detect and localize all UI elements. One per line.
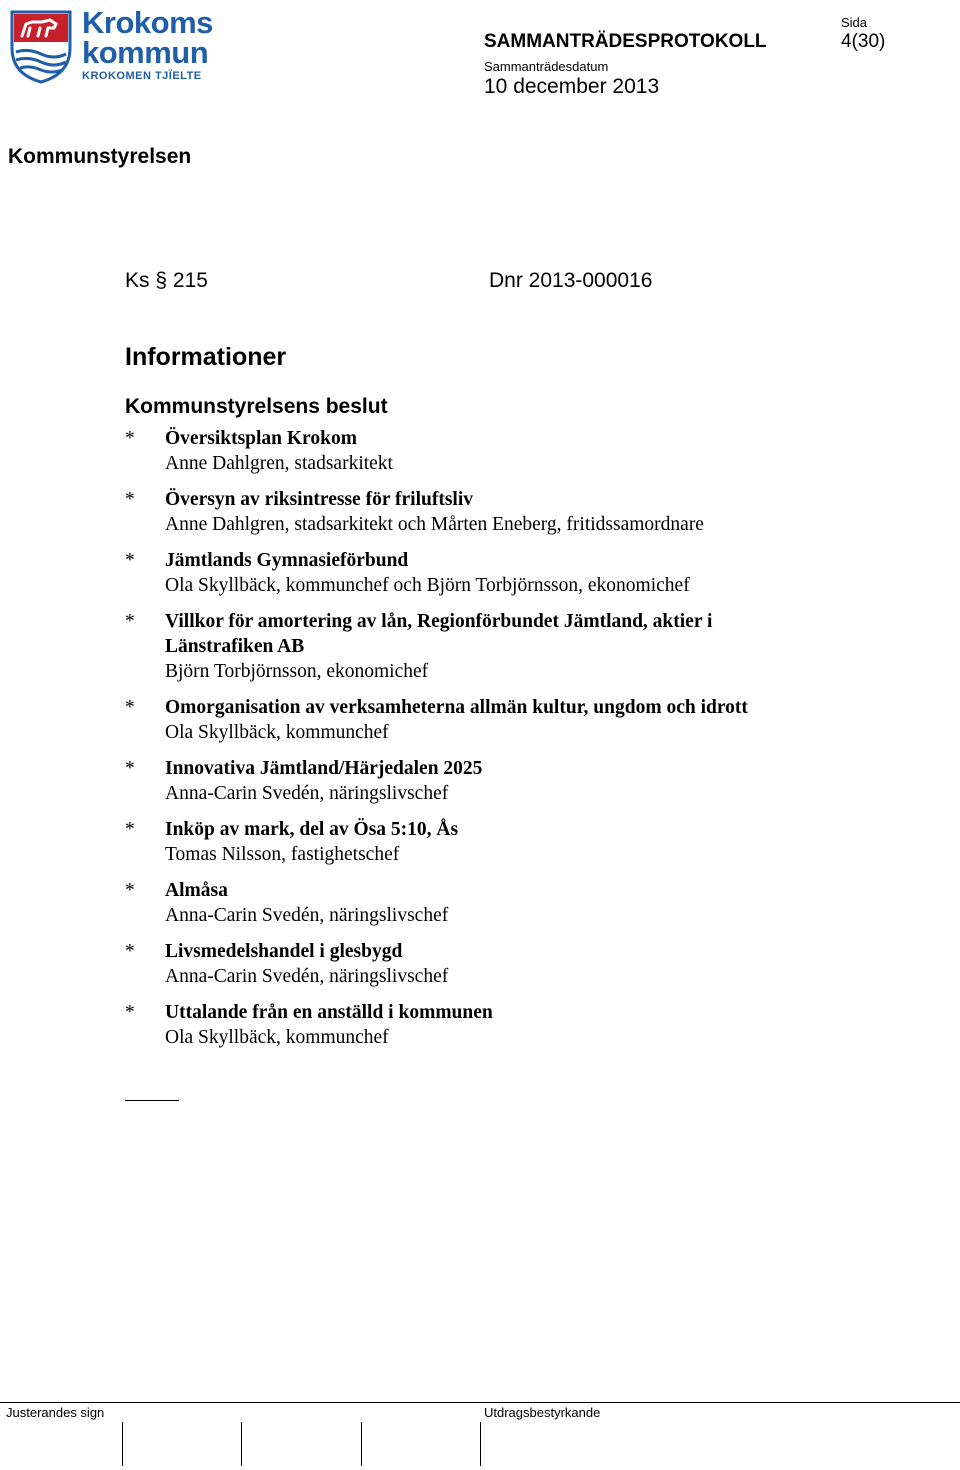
item-presenter: Ola Skyllbäck, kommunchef: [165, 1027, 389, 1048]
organization-name: Kommunstyrelsen: [8, 145, 192, 168]
list-item: [125, 756, 825, 806]
signature-box-divider: [122, 1422, 123, 1466]
list-item: [125, 548, 825, 598]
bullet: *: [125, 819, 135, 840]
bullet: *: [125, 611, 135, 632]
item-presenter: Anna-Carin Svedén, näringslivschef: [165, 905, 449, 926]
section-heading: Informationer: [125, 343, 287, 371]
item-presenter: Anna-Carin Svedén, näringslivschef: [165, 966, 449, 987]
list-item: [125, 939, 825, 989]
page-number: 4(30): [841, 31, 886, 52]
ks-number: 215: [172, 269, 208, 292]
bullet: *: [125, 880, 135, 901]
item-title: Villkor för amortering av lån, Regionförbundet Jämtland, aktier i Länstrafiken AB: [165, 611, 713, 657]
decision-heading: Kommunstyrelsens beslut: [125, 395, 388, 418]
section-sign: §: [155, 269, 168, 292]
meeting-date-label: Sammanträdesdatum: [484, 59, 609, 74]
item-title: Inköp av mark, del av Ösa 5:10, Ås: [165, 819, 459, 840]
item-title: Innovativa Jämtland/Härjedalen 2025: [165, 758, 483, 779]
page-label: Sida: [841, 15, 868, 30]
signature-box-divider: [480, 1422, 481, 1466]
item-title: Almåsa: [165, 880, 228, 901]
item-presenter: Anne Dahlgren, stadsarkitekt och Mårten Eneberg, fritidssamordnare: [165, 514, 704, 535]
list-item: [125, 1000, 825, 1050]
item-title: Omorganisation av verksamheterna allmän kultur, ungdom och idrott: [165, 697, 748, 718]
item-presenter: Anna-Carin Svedén, näringslivschef: [165, 783, 449, 804]
bullet: *: [125, 489, 135, 510]
item-presenter: Ola Skyllbäck, kommunchef: [165, 722, 389, 743]
list-item: [125, 817, 825, 867]
bullet: *: [125, 550, 135, 571]
bullet: *: [125, 941, 135, 962]
bullet: *: [125, 758, 135, 779]
item-title: Jämtlands Gymnasieförbund: [165, 550, 409, 571]
logo-line-3: KROKOMEN TJÏELTE: [82, 70, 202, 82]
logo-line-1: Krokoms: [82, 5, 213, 40]
bullet: *: [125, 1002, 135, 1023]
coat-of-arms-icon: [8, 8, 74, 84]
end-rule: [125, 1100, 179, 1101]
item-presenter: Ola Skyllbäck, kommunchef och Björn Torbjörnsson, ekonomichef: [165, 575, 690, 596]
list-item: [125, 609, 825, 684]
extract-certification-label: Utdragsbestyrkande: [484, 1405, 601, 1420]
list-item: [125, 487, 825, 537]
document-type-title: SAMMANTRÄDESPROTOKOLL: [484, 31, 767, 52]
bullet: *: [125, 697, 135, 718]
signature-box-divider: [361, 1422, 362, 1466]
information-list: [125, 426, 825, 1050]
item-presenter: Tomas Nilsson, fastighetschef: [165, 844, 400, 865]
item-title: Livsmedelshandel i glesbygd: [165, 941, 403, 962]
signature-box-divider: [241, 1422, 242, 1466]
meeting-date: 10 december 2013: [484, 75, 660, 98]
logo-line-2: kommun: [82, 35, 209, 70]
list-item: [125, 426, 825, 476]
item-presenter: Anne Dahlgren, stadsarkitekt: [165, 453, 393, 474]
case-reference: [125, 269, 208, 293]
logo-text: [82, 5, 213, 84]
adjuster-signature-label: Justerandes sign: [6, 1405, 105, 1420]
list-item: [125, 878, 825, 928]
item-title: Översiktsplan Krokom: [165, 428, 357, 449]
ks-prefix: Ks: [125, 269, 150, 292]
item-presenter: Björn Torbjörnsson, ekonomichef: [165, 661, 429, 682]
item-title: Översyn av riksintresse för friluftsliv: [165, 489, 474, 510]
list-item: [125, 695, 825, 745]
item-title: Uttalande från en anställd i kommunen: [165, 1002, 493, 1023]
bullet: *: [125, 428, 135, 449]
diary-number: Dnr 2013-000016: [489, 269, 653, 292]
